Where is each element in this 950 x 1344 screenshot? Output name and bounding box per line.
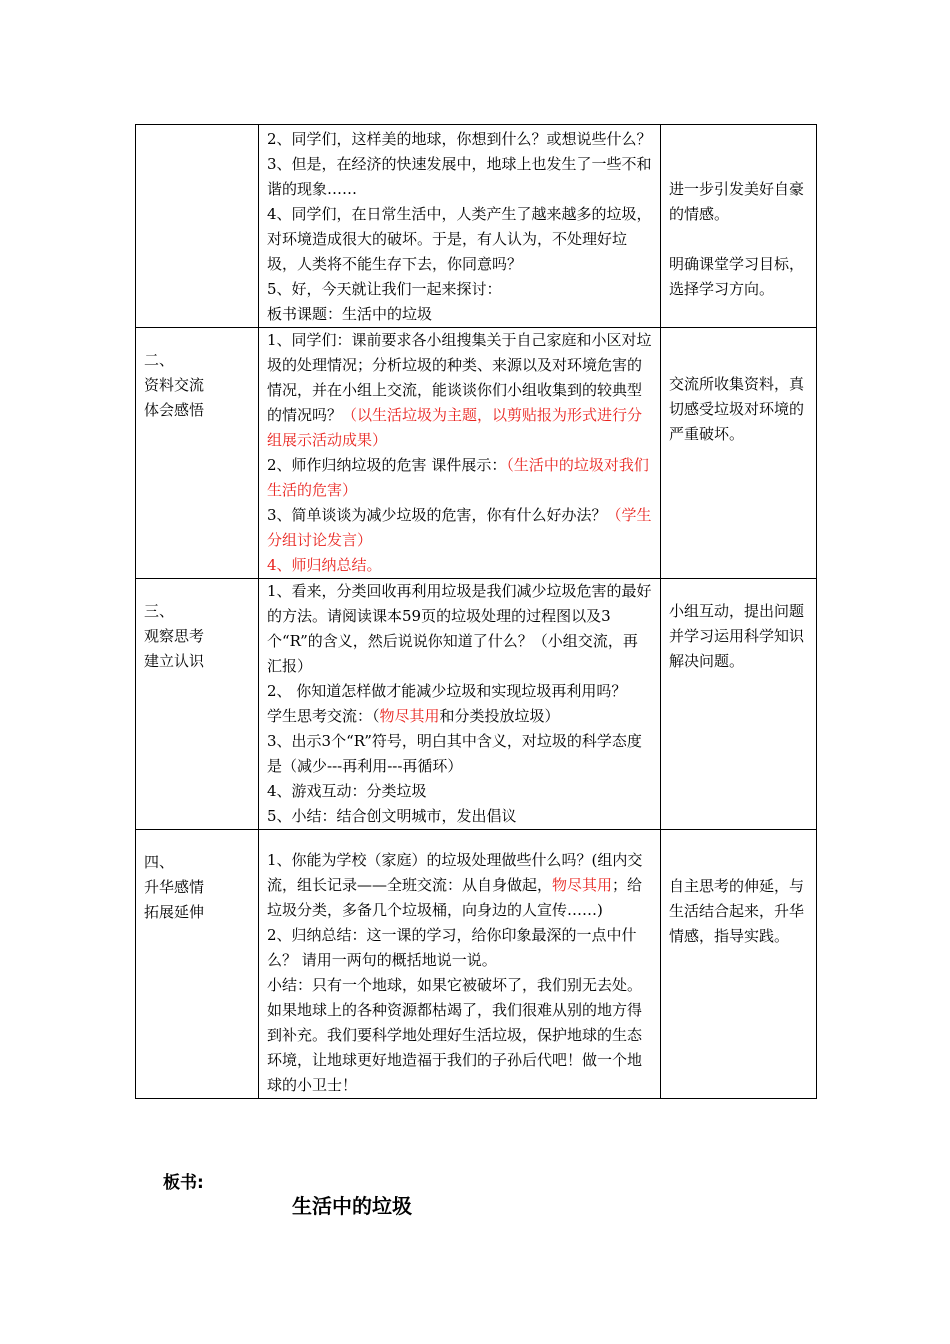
design-note: 交流所收集资料，真切感受垃圾对环境的严重破坏。 [669,375,805,443]
stage-label-line: 升华感情 [144,878,205,896]
content-paragraph [267,704,652,729]
row-introduction [136,125,817,328]
row-stage-3 [136,579,817,830]
body-text: ；给垃圾分类，多备几个垃圾桶，向身边的人宣传……) [267,876,643,919]
content-paragraph [267,127,652,152]
content-paragraph [267,779,652,804]
stage-label-line: 资料交流 [144,376,205,394]
content-paragraph [267,579,652,679]
body-text: 3、出示3个“R”符号，明白其中含义，对垃圾的科学态度是（减少---再利用---再循环） [267,732,642,775]
content-paragraph [267,152,652,202]
body-text: 2、 你知道怎样做才能减少垃圾和实现垃圾再利用吗？ [267,682,627,700]
content-paragraph [267,973,652,1098]
highlighted-text: 物尽其用 [552,876,613,894]
body-text: 小结：只有一个地球，如果它被破坏了，我们别无去处。如果地球上的各种资源都枯竭了，我们很难从别的地方得到补充。我们要科学地处理好生活垃圾，保护地球的生态环境，让地球更好地造福于我们的子孙后代吧！做一个地球的小卫士！ [267,976,643,1094]
body-text: 和分类投放垃圾） [439,707,560,725]
notes-cell [661,830,817,1099]
content-paragraph [267,328,652,453]
content-paragraph [267,277,652,302]
design-note: 小组互动，提出问题并学习运用科学知识解决问题。 [669,602,805,670]
body-text: 1、同学们：课前要求各小组搜集关于自己家庭和小区对垃圾的处理情况；分析垃圾的种类、来源以及对环境危害的情况，并在小组上交流，能谈谈你们小组收集到的较典型的情况吗？ [267,331,652,424]
content-paragraph [267,679,652,704]
notes-cell [661,579,817,830]
body-text: 学生思考交流：（ [267,707,380,725]
body-text: 1、看来，分类回收再利用垃圾是我们减少垃圾危害的最好的方法。请阅读课本59页的垃圾处理的过程图以及3个“R”的含义，然后说说你知道了什么？（小组交流，再汇报） [267,582,652,675]
body-text: 5、小结：结合创文明城市，发出倡议 [267,807,517,825]
body-text: 板书课题：生活中的垃圾 [267,305,433,323]
stage-label-line: 四、 [144,853,175,871]
content-cell [259,125,661,328]
content-cell [259,328,661,579]
highlighted-text: 4、师归纳总结。 [267,556,382,574]
design-note: 进一步引发美好自豪的情感。 [669,180,805,223]
stage-label-line: 建立认识 [144,652,205,670]
design-note: 明确课堂学习目标，选择学习方向。 [669,255,805,298]
highlighted-text: 物尽其用 [379,707,440,725]
body-text: 2、师作归纳垃圾的危害 课件展示： [267,456,507,474]
stage-label-line: 拓展延伸 [144,903,205,921]
body-text: 4、游戏互动：分类垃圾 [267,782,427,800]
content-paragraph [267,302,652,327]
stage-label-line: 三、 [144,602,175,620]
content-paragraph [267,729,652,779]
board-label: 板书: [163,1173,204,1193]
body-text: 4、同学们，在日常生活中，人类产生了越来越多的垃圾，对环境造成很大的破坏。于是，有人认为，不处理好垃圾，人类将不能生存下去，你同意吗？ [267,205,652,273]
content-paragraph [267,923,652,973]
stage-cell [136,579,259,830]
body-text: 3、但是，在经济的快速发展中，地球上也发生了一些不和谐的现象…… [267,155,652,198]
content-paragraph [267,202,652,277]
content-paragraph [267,804,652,829]
stage-cell [136,125,259,328]
notes-cell [661,328,817,579]
stage-cell [136,328,259,579]
highlighted-text: （生活中的垃圾对我们生活的危害） [267,456,649,499]
row-stage-4 [136,830,817,1099]
design-note: 自主思考的伸延，与生活结合起来，升华情感，指导实践。 [669,877,805,945]
stage-label-line: 二、 [144,351,175,369]
content-paragraph [267,553,652,578]
body-text: 3、简单谈谈为减少垃圾的危害，你有什么好办法？ [267,506,607,524]
stage-cell [136,830,259,1099]
body-text: 2、归纳总结：这一课的学习，给你印象最深的一点中什么？ 请用一两句的概括地说一说。 [267,926,637,969]
content-cell [259,830,661,1099]
highlighted-text: （以生活垃圾为主题，以剪贴报为形式进行分组展示活动成果） [267,406,643,449]
row-stage-2 [136,328,817,579]
content-paragraph [267,503,652,553]
body-text: 2、同学们，这样美的地球，你想到什么？或想说些什么？ [267,130,652,148]
body-text: 5、好，今天就让我们一起来探讨： [267,280,502,298]
stage-label-line: 观察思考 [144,627,205,645]
stage-label-line: 体会感悟 [144,401,205,419]
content-paragraph [267,453,652,503]
lesson-plan-table [135,124,817,1099]
body-text: 1、你能为学校（家庭）的垃圾处理做些什么吗？(组内交流，组长记录——全班交流：从自身做起， [267,851,643,894]
highlighted-text: （学生分组讨论发言） [267,506,652,549]
board-title: 生活中的垃圾 [292,1194,412,1218]
content-paragraph [267,848,652,923]
content-cell [259,579,661,830]
notes-cell [661,125,817,328]
